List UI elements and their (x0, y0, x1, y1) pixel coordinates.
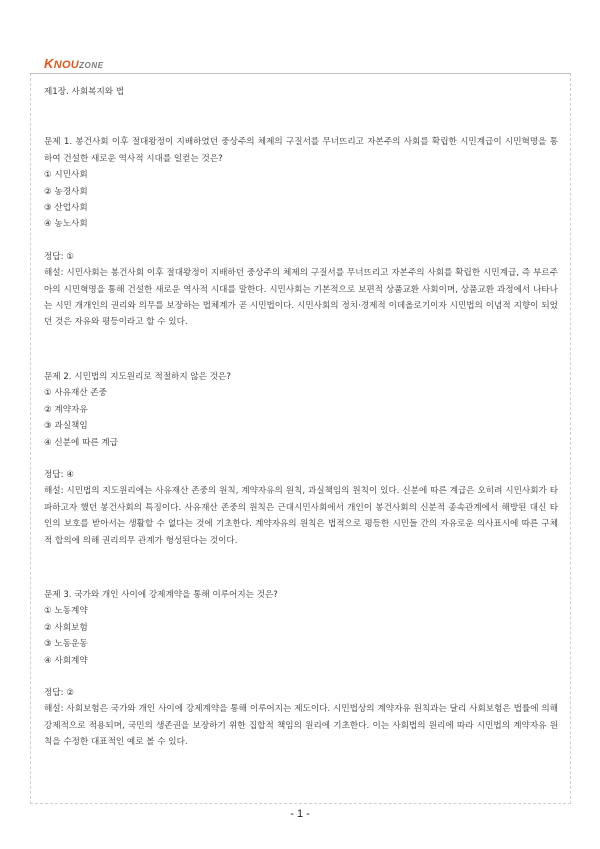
option-list (44, 603, 558, 669)
option-list (44, 385, 558, 451)
question-text: 문제 3. 국가와 개인 사이에 강제계약을 통해 이루어지는 것은? (44, 589, 278, 600)
document-body (44, 84, 558, 789)
option-item: ② 농경사회 (44, 186, 88, 197)
option-item: ① 시민사회 (44, 170, 88, 181)
question-block-3 (44, 587, 558, 751)
option-item: ④ 신분에 따른 계급 (44, 437, 119, 448)
explanation-text: 해설: 사회보험은 국가와 개인 사이에 강제계약을 통해 이루어지는 제도이다. 시민법상의 계약자유 원칙과는 달리 사회보험은 법률에 의해 강제적으로 적용되며, 국민의 생존권을 보장하기 위한 집합적 책임의 원리에 기초한다. 이는 사회법의 원리에 따라 시민법의 계약자유 원칙을 수정한 대표적인 예로 볼 수 있다. (44, 704, 558, 748)
explanation-text: 해설: 시민법의 지도원리에는 사유재산 존중의 원칙, 계약자유의 원칙, 과실책임의 원칙이 있다. 신분에 따른 계급은 오히려 시민사회가 타파하고자 했던 봉건사회의 특징이다. 사유재산 존중의 원칙은 근대시민사회에서 개인이 봉건사회의 신분적 종속관계에서 해방된 대신 타인의 보호를 받아서는 생활할 수 없다는 것에 기초한다. 계약자유의 원칙은 법적으로 평등한 시민들 간의 자유로운 의사표시에 따른 구체적 합의에 의해 권리의무 관계가 형성된다는 것이다. (44, 486, 558, 546)
answer-text: 정답: ① (44, 251, 74, 262)
option-item: ③ 노동운동 (44, 639, 88, 650)
option-item: ① 노동계약 (44, 606, 88, 617)
option-item: ③ 산업사회 (44, 203, 88, 214)
question-text: 문제 2. 시민법의 지도원리로 적절하지 않은 것은? (44, 371, 231, 382)
option-item: ① 사유재산 존중 (44, 388, 107, 399)
explanation-text: 해설: 시민사회는 봉건사회 이후 절대왕정이 지배하던 중상주의 체제의 구질서를 무너뜨리고 자본주의 사회를 확립한 시민계급, 즉 부르주아의 시민혁명을 통해 건설한 새로운 역사적 시대를 말한다. 시민사회는 기본적으로 보편적 상품교환 사회이며, 상품교환 과정에서 나타나는 시민 개개인의 권리와 의무를 보장하는 법체계가 곧 시민법이다. 시민사회의 정치·경제적 이데올로기이자 시민법의 이념적 지향이 되었던 것은 자유와 평등이라고 할 수 있다. (44, 268, 558, 328)
option-item: ② 계약자유 (44, 404, 88, 415)
option-list (44, 167, 558, 233)
logo-zone: ZONE (79, 61, 104, 70)
option-item: ③ 과실책임 (44, 421, 88, 432)
answer-text: 정답: ④ (44, 469, 74, 480)
answer-text: 정답: ② (44, 687, 74, 698)
answer-block (44, 467, 558, 549)
logo-k: K (44, 56, 54, 71)
question-block-1 (44, 134, 558, 330)
knouzone-logo (44, 57, 104, 73)
question-block-2 (44, 369, 558, 549)
chapter-title: 제1장. 사회복지와 법 (44, 87, 125, 97)
header-rule (30, 73, 571, 74)
option-item: ④ 사회계약 (44, 655, 88, 666)
option-item: ② 사회보험 (44, 622, 88, 633)
question-text: 문제 1. 봉건사회 이후 절대왕정이 지배하였던 중상주의 체제의 구질서를 무너뜨리고 자본주의 사회를 확립한 시민계급이 시민혁명을 통하여 건설한 새로운 역사적 시대를 일컫는 것은? (44, 137, 558, 164)
option-item: ④ 농노사회 (44, 219, 88, 230)
logo-nou: NOU (53, 59, 80, 71)
answer-block (44, 249, 558, 331)
answer-block (44, 685, 558, 751)
page-number: - 1 - (290, 808, 310, 820)
